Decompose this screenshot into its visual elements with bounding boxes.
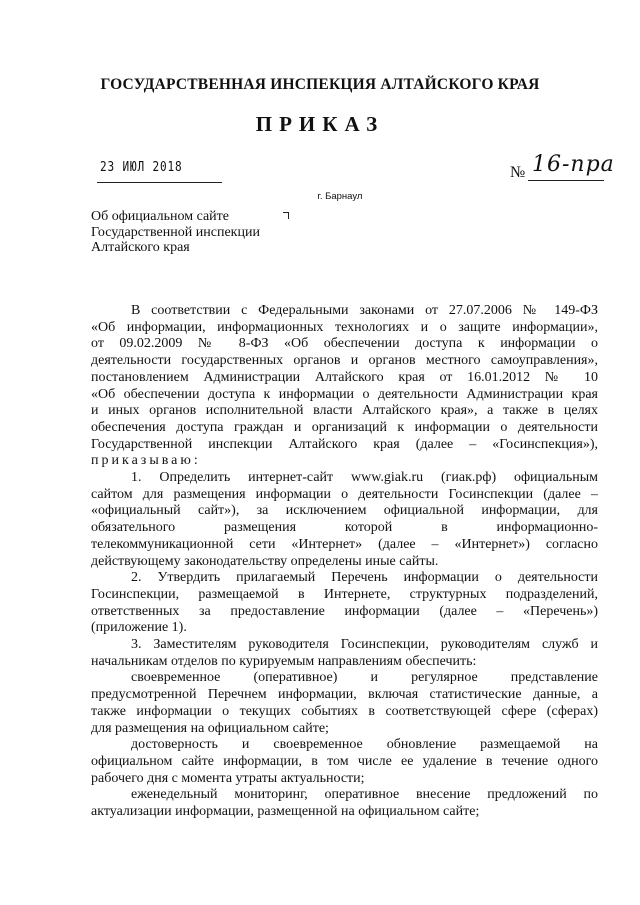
- document-subject: [91, 209, 260, 256]
- body-line: актуализации информации, размещенной на официальном сайте;: [91, 804, 480, 820]
- organization-heading: ГОСУДАРСТВЕННАЯ ИНСПЕКЦИЯ АЛТАЙСКОГО КРАЯ: [100, 76, 540, 93]
- body-line: 3. Заместителям руководителя Госинспекции, руководителям служб и: [131, 637, 598, 653]
- body-line: ответственных за предоставление информации (далее – «Перечень»): [91, 603, 598, 619]
- number-underline: [528, 180, 604, 181]
- body-line: рабочего дня с момента утраты актуальности;: [91, 770, 365, 786]
- body-line: «Об обеспечении доступа к информации о деятельности Администрации края: [91, 386, 598, 402]
- body-line: сайтом для размещения информации о деятельности Госинспекции (далее –: [91, 486, 598, 502]
- body-line: телекоммуникационной сети «Интернет» (далее – «Интернет») согласно: [91, 536, 598, 552]
- body-line: еженедельный мониторинг, оперативное внесение предложений по: [131, 787, 598, 803]
- date-stamp: 23 ИЮЛ 2018: [100, 160, 183, 175]
- subject-line: Государственной инспекции: [91, 224, 260, 240]
- body-line: достоверность и своевременное обновление размещаемой на: [131, 737, 598, 753]
- body-line: Госинспекции, размещаемой в Интернете, структурных подразделений,: [91, 586, 598, 602]
- subject-line: Об официальном сайте: [91, 209, 229, 224]
- body-line: «Об информации, информационных технологиях и о защите информации»,: [91, 319, 598, 335]
- body-line: обязательного размещения которой в информационно-: [91, 520, 598, 536]
- body-line: также информации о текущих событиях в соответствующей сфере (сферах): [91, 703, 598, 719]
- body-line: действующему законодательству определены иные сайты.: [91, 553, 439, 569]
- body-line: и иных органов исполнительной власти Алтайского края», а также в целях: [91, 403, 598, 419]
- subject-line: Алтайского края: [91, 240, 190, 255]
- subject-corner-mark: [283, 212, 289, 219]
- body-line: постановлением Администрации Алтайского края от 16.01.2012 № 10: [91, 369, 598, 385]
- body-line: (приложение 1).: [91, 620, 187, 636]
- body-line: предусмотренной Перечнем информации, включая статистические данные, а: [91, 687, 598, 703]
- date-underline: [97, 182, 222, 183]
- body-line: официальном сайте информации, в том числе ее удаление в течение одного: [91, 753, 598, 769]
- body-line: 2. Утвердить прилагаемый Перечень информации о деятельности: [131, 570, 598, 586]
- document-type-title: ПРИКАЗ: [255, 112, 385, 136]
- body-line: Государственной инспекции Алтайского края (далее – «Госинспекция»),: [91, 436, 598, 452]
- body-line: деятельности государственных органов и органов местного самоуправления»,: [91, 353, 598, 369]
- document-body: [91, 303, 598, 821]
- number-label: №: [510, 164, 526, 181]
- city-label: г. Барнаул: [317, 191, 363, 202]
- body-line: «официальный сайт»), за исключением официальной информации, для: [91, 503, 598, 519]
- body-line: В соответствии с Федеральными законами от 27.07.2006 № 149-ФЗ: [131, 303, 598, 318]
- handwritten-number: 16-пра: [532, 152, 615, 177]
- order-word: приказываю:: [91, 453, 201, 469]
- body-line: 1. Определить интернет-сайт www.giak.ru (гиак.рф) официальным: [131, 470, 598, 486]
- body-line: для размещения на официальном сайте;: [91, 720, 329, 736]
- body-line: обеспечения доступа граждан и организаций к информации о деятельности: [91, 419, 598, 435]
- body-line: начальникам отделов по курируемым направлениям обеспечить:: [91, 653, 477, 669]
- body-line: от 09.02.2009 № 8-ФЗ «Об обеспечении доступа к информации о: [91, 336, 598, 352]
- body-line: своевременное (оперативное) и регулярное представление: [131, 670, 598, 686]
